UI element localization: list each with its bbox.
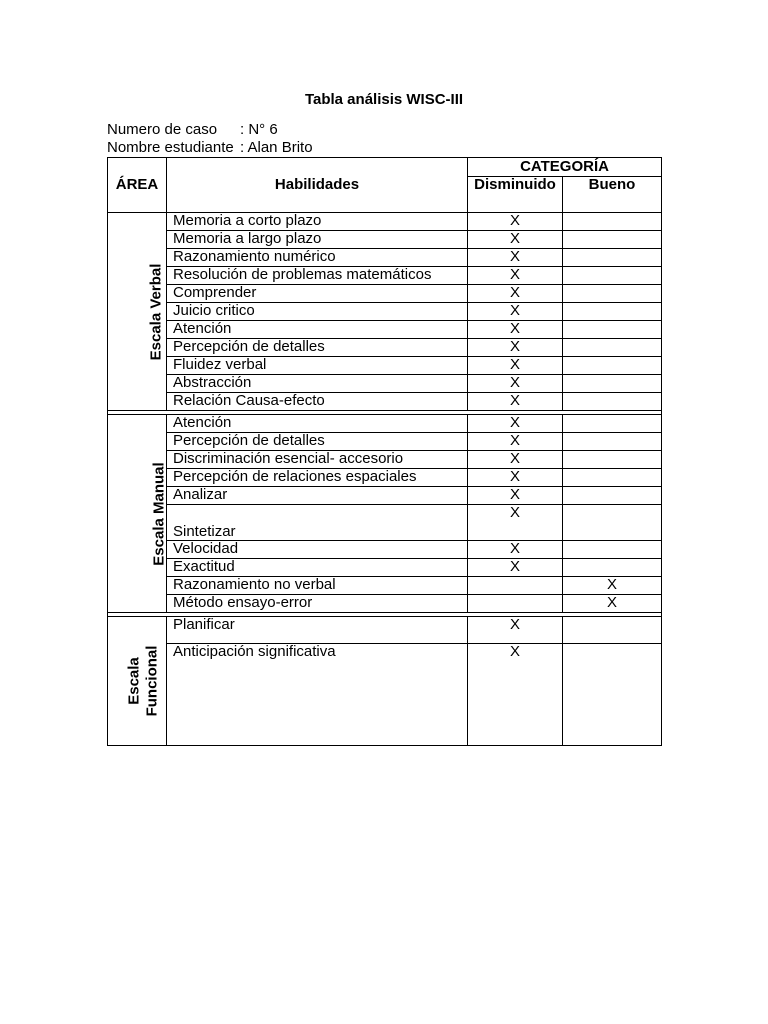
good-mark [563,469,662,487]
decreased-mark: X [468,451,563,469]
skill-cell: Atención [167,321,468,339]
good-mark [563,617,662,644]
table-row [108,415,662,433]
skill-cell: Razonamiento no verbal [167,577,468,595]
good-mark: X [563,595,662,613]
skill-cell: Comprender [167,285,468,303]
table-row [108,541,662,559]
skill-cell: Abstracción [167,375,468,393]
table-row [108,285,662,303]
skill-cell: Sintetizar [167,505,468,541]
good-mark [563,213,662,231]
skill-cell: Memoria a corto plazo [167,213,468,231]
decreased-mark: X [468,617,563,644]
case-number-label: Numero de caso [107,121,218,138]
case-number-value: : N° 6 [240,121,278,138]
decreased-header: Disminuido [468,177,563,213]
decreased-mark [468,595,563,613]
area-label-functional [125,646,161,717]
skill-cell: Resolución de problemas matemáticos [167,267,468,285]
good-mark [563,249,662,267]
skill-cell: Percepción de detalles [167,433,468,451]
table-row [108,469,662,487]
good-header: Bueno [563,177,662,213]
good-mark [563,393,662,411]
table-row [108,249,662,267]
table-row [108,303,662,321]
good-mark [563,487,662,505]
decreased-mark: X [468,487,563,505]
skill-cell: Exactitud [167,559,468,577]
good-mark [563,541,662,559]
good-mark [563,267,662,285]
table-row [108,577,662,595]
document-title: Tabla análisis WISC-III [304,91,464,108]
table-row [108,357,662,375]
table-row [108,505,662,541]
good-mark [563,451,662,469]
decreased-mark: X [468,321,563,339]
good-mark [563,303,662,321]
table-row [108,393,662,411]
good-mark [563,505,662,541]
skill-cell: Método ensayo-error [167,595,468,613]
good-mark [563,231,662,249]
good-mark [563,357,662,375]
decreased-mark: X [468,541,563,559]
decreased-mark: X [468,505,563,541]
skill-cell: Percepción de detalles [167,339,468,357]
good-mark [563,415,662,433]
table-row [108,559,662,577]
decreased-mark: X [468,249,563,267]
table-row [108,451,662,469]
decreased-mark: X [468,339,563,357]
decreased-mark: X [468,303,563,321]
skills-header: Habilidades [167,158,468,213]
category-header: CATEGORÍA [468,158,662,177]
table-row [108,339,662,357]
table-row [108,433,662,451]
decreased-mark: X [468,415,563,433]
decreased-mark: X [468,393,563,411]
good-mark [563,559,662,577]
skill-cell: Planificar [167,617,468,644]
area-cell-functional [108,617,167,746]
header-row [108,158,662,177]
decreased-mark: X [468,267,563,285]
table-row [108,213,662,231]
skill-cell: Atención [167,415,468,433]
decreased-mark: X [468,469,563,487]
decreased-mark: X [468,559,563,577]
skill-cell: Analizar [167,487,468,505]
good-mark [563,321,662,339]
skill-cell: Discriminación esencial- accesorio [167,451,468,469]
area-cell-manual [108,415,167,613]
wisc-analysis-table [107,157,662,746]
area-header: ÁREA [108,158,167,213]
decreased-mark [468,577,563,595]
table-row [108,644,662,746]
student-name-label: Nombre estudiante [107,139,234,156]
table-row [108,487,662,505]
good-mark: X [563,577,662,595]
area-label-verbal: Escala Verbal [147,263,165,360]
case-number-line [107,121,278,139]
skill-cell: Relación Causa-efecto [167,393,468,411]
skill-cell: Velocidad [167,541,468,559]
skill-cell: Memoria a largo plazo [167,231,468,249]
student-name-line [107,139,313,157]
table-row [108,231,662,249]
table-row [108,595,662,613]
good-mark [563,339,662,357]
decreased-mark: X [468,375,563,393]
good-mark [563,285,662,303]
decreased-mark: X [468,213,563,231]
skill-cell: Percepción de relaciones espaciales [167,469,468,487]
student-name-value: : Alan Brito [240,139,313,156]
decreased-mark: X [468,644,563,746]
area-cell-verbal [108,213,167,411]
area-label-manual: Escala Manual [150,461,168,566]
area-label-functional-line1: Escala [125,657,143,705]
decreased-mark: X [468,433,563,451]
area-label-functional-line2: Funcional [143,645,161,717]
table-row [108,375,662,393]
table-row [108,267,662,285]
good-mark [563,433,662,451]
good-mark [563,644,662,746]
decreased-mark: X [468,285,563,303]
decreased-mark: X [468,231,563,249]
skill-cell: Fluidez verbal [167,357,468,375]
skill-cell: Anticipación significativa [167,644,468,746]
skill-cell: Juicio critico [167,303,468,321]
table-row [108,617,662,644]
decreased-mark: X [468,357,563,375]
table-row [108,321,662,339]
good-mark [563,375,662,393]
skill-cell: Razonamiento numérico [167,249,468,267]
